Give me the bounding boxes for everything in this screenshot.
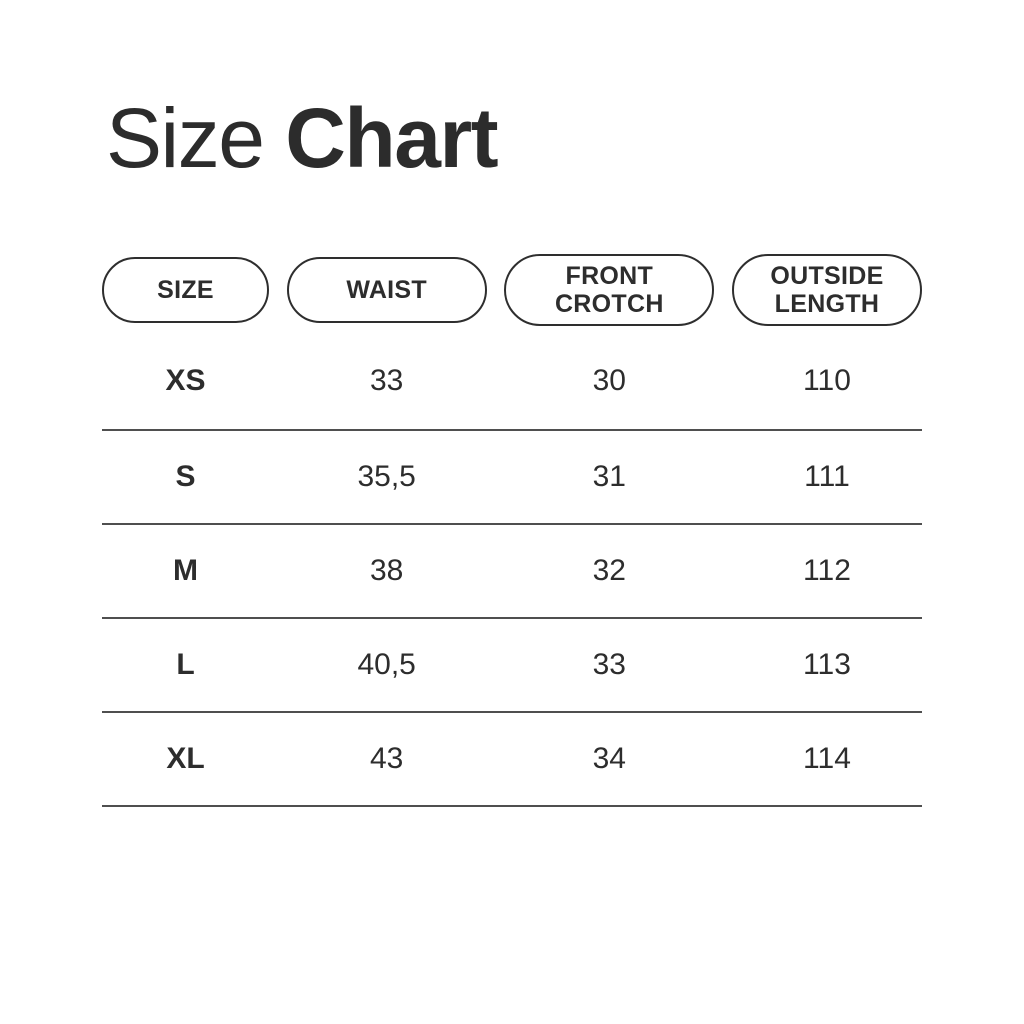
table-body [102, 332, 922, 807]
table-header-row [102, 254, 922, 326]
outside-length-cell: 113 [803, 648, 851, 681]
waist-cell: 33 [369, 363, 404, 397]
table-row-xs [102, 332, 922, 431]
front-crotch-cell: 34 [592, 742, 626, 775]
waist-cell: 43 [369, 742, 404, 775]
column-header-waist: WAIST [287, 257, 487, 323]
front-crotch-cell: 32 [592, 554, 626, 587]
table-row-s [102, 431, 922, 525]
column-header-front-crotch: FRONT CROTCH [504, 254, 714, 326]
outside-length-cell: 111 [804, 460, 850, 493]
column-header-size: SIZE [102, 257, 269, 323]
outside-length-cell: 114 [803, 742, 851, 775]
front-crotch-cell: 30 [592, 363, 626, 397]
page-title-bold: Chart [285, 91, 498, 185]
size-table [102, 254, 922, 807]
title-space [263, 91, 285, 185]
size-cell: L [176, 648, 195, 681]
table-row-l [102, 619, 922, 713]
table-row-xl [102, 713, 922, 807]
size-cell: XS [165, 363, 206, 397]
table-row-m [102, 525, 922, 619]
outside-length-cell: 112 [803, 554, 851, 587]
waist-cell: 38 [369, 554, 404, 587]
front-crotch-cell: 33 [592, 648, 626, 681]
size-cell: M [173, 554, 198, 587]
waist-cell: 35,5 [357, 460, 416, 493]
waist-cell: 40,5 [357, 648, 416, 681]
size-cell: S [175, 460, 196, 493]
page-title [102, 0, 922, 185]
size-cell: XL [166, 742, 205, 775]
front-crotch-cell: 31 [592, 460, 626, 493]
column-header-outside-length: OUTSIDE LENGTH [732, 254, 922, 326]
page-title-regular: Size [106, 91, 264, 185]
outside-length-cell: 110 [803, 363, 851, 397]
